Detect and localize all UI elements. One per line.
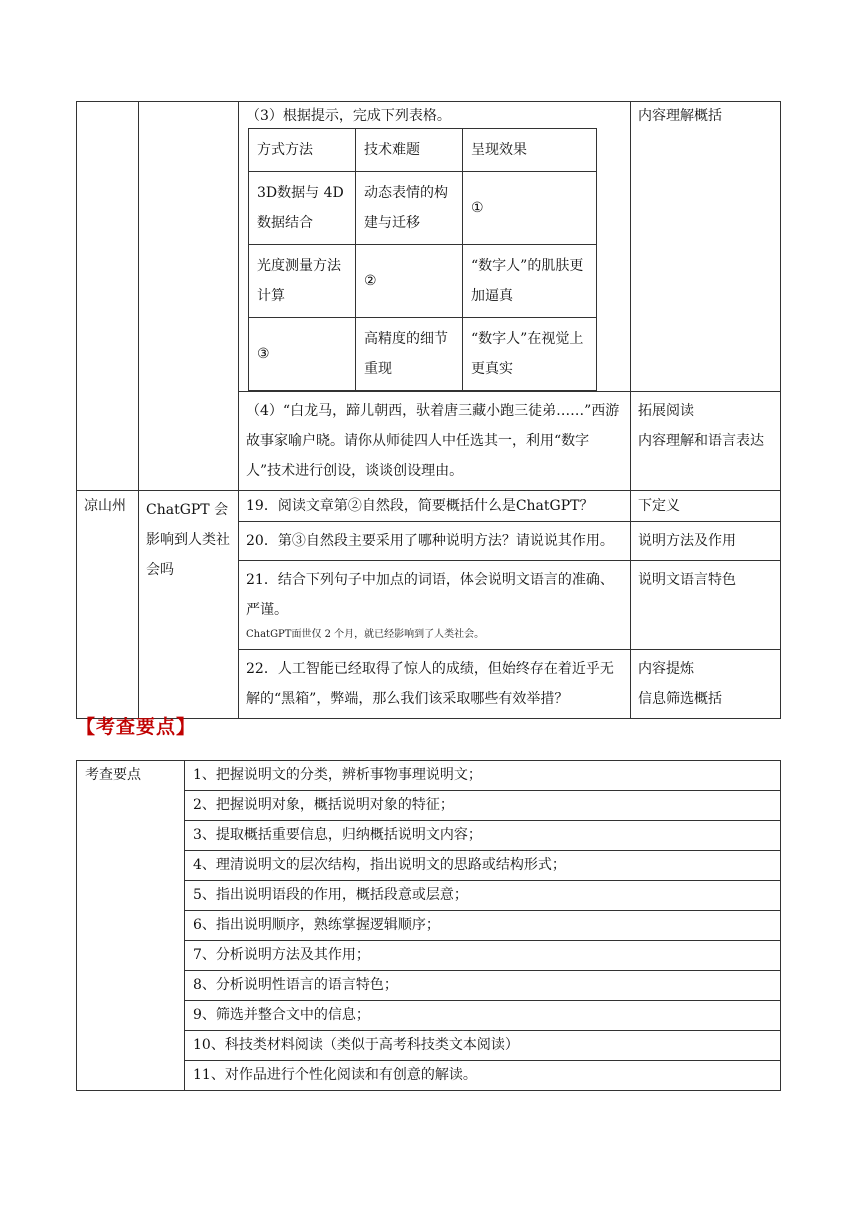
key-point-item: 1、把握说明文的分类，辨析事物事理说明文；: [185, 761, 781, 791]
type-cell: 下定义: [631, 491, 781, 522]
question-cell: 22．人工智能已经取得了惊人的成绩，但始终存在着近乎无解的“黑箱”，弊端，那么我们该采取哪些有效举措？: [239, 650, 631, 719]
key-point-item: 11、对作品进行个性化阅读和有创意的解读。: [185, 1061, 781, 1091]
grid-header: 方式方法: [249, 129, 356, 172]
title-cell-empty: [139, 102, 239, 491]
question-text: （3）根据提示，完成下列表格。: [246, 108, 451, 124]
grid-cell: “数字人”的肌肤更加逼真: [463, 245, 597, 318]
type-line: 内容理解和语言表达: [638, 433, 764, 449]
table-row: [77, 761, 781, 791]
question-cell: 19．阅读文章第②自然段，简要概括什么是ChatGPT？: [239, 491, 631, 522]
type-line: 内容提炼: [638, 661, 694, 677]
question-cell: （4）“白龙马，蹄儿朝西，驮着唐三藏小跑三徒弟……”西游故事家喻户晓。请你从师徒四人中任选其一，利用“数字人”技术进行创设，谈谈创设理由。: [239, 392, 631, 491]
grid-cell: 3D数据与 4D数据结合: [249, 172, 356, 245]
key-point-item: 9、筛选并整合文中的信息；: [185, 1001, 781, 1031]
region-cell: 凉山州: [77, 491, 139, 719]
type-cell: 内容理解概括: [631, 102, 781, 392]
key-point-item: 10、科技类材料阅读（类似于高考科技类文本阅读）: [185, 1031, 781, 1061]
section-heading: 【考查要点】: [76, 716, 197, 738]
answer-grid: [248, 128, 597, 391]
type-cell: [631, 392, 781, 491]
key-point-item: 4、理清说明文的层次结构，指出说明文的思路或结构形式；: [185, 851, 781, 881]
grid-cell: ①: [463, 172, 597, 245]
grid-cell: ③: [249, 318, 356, 391]
table-row: [249, 129, 597, 172]
grid-header: 技术难题: [356, 129, 463, 172]
table-row: [249, 245, 597, 318]
grid-cell: 动态表情的构建与迁移: [356, 172, 463, 245]
key-point-item: 5、指出说明语段的作用，概括段意或层意；: [185, 881, 781, 911]
key-point-item: 7、分析说明方法及其作用；: [185, 941, 781, 971]
key-point-item: 8、分析说明性语言的语言特色；: [185, 971, 781, 1001]
key-points-table: [76, 760, 781, 1091]
type-line: 拓展阅读: [638, 403, 694, 419]
grid-cell: 光度测量方法计算: [249, 245, 356, 318]
type-cell: [631, 650, 781, 719]
question-table-frame: [76, 101, 780, 719]
question-cell: 20．第③自然段主要采用了哪种说明方法？请说说其作用。: [239, 522, 631, 561]
key-point-item: 3、提取概括重要信息，归纳概括说明文内容；: [185, 821, 781, 851]
question-table: [76, 101, 781, 719]
grid-cell: ②: [356, 245, 463, 318]
question-text: 21．结合下列句子中加点的词语，体会说明文语言的准确、严谨。: [246, 572, 614, 618]
type-cell: 说明文语言特色: [631, 561, 781, 650]
type-cell: 说明方法及作用: [631, 522, 781, 561]
grid-header: 呈现效果: [463, 129, 597, 172]
type-line: 信息筛选概括: [638, 691, 722, 707]
question-cell: [239, 561, 631, 650]
table-row: [249, 318, 597, 391]
grid-cell: 高精度的细节重现: [356, 318, 463, 391]
key-point-item: 6、指出说明顺序，熟练掌握逻辑顺序；: [185, 911, 781, 941]
table-row: [77, 102, 781, 392]
table-row: [249, 172, 597, 245]
example-sentence: ChatGPT面世仅 2 个月，就已经影响到了人类社会。: [246, 629, 485, 640]
key-points-label: 考查要点: [77, 761, 185, 1091]
question-cell: [239, 102, 631, 392]
table-row: [77, 491, 781, 522]
article-title-cell: ChatGPT 会影响到人类社会吗: [139, 491, 239, 719]
region-cell-empty: [77, 102, 139, 491]
key-point-item: 2、把握说明对象，概括说明对象的特征；: [185, 791, 781, 821]
grid-cell: “数字人”在视觉上更真实: [463, 318, 597, 391]
